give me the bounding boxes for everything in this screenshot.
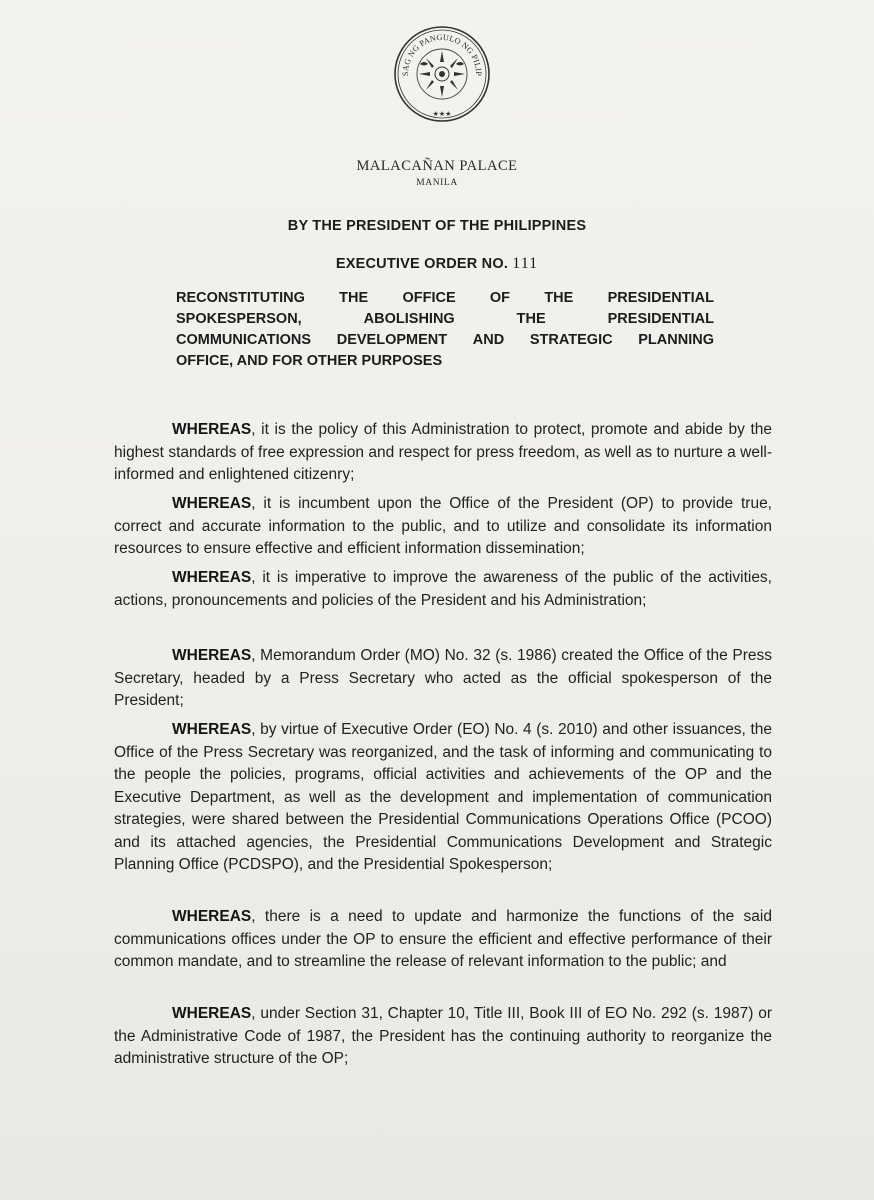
presidential-seal	[392, 22, 492, 132]
whereas-lead: WHEREAS	[172, 421, 252, 438]
svg-text:★★★: ★★★	[432, 110, 452, 118]
whereas-clause	[114, 493, 772, 561]
whereas-clause	[114, 906, 772, 974]
whereas-text: , it is the policy of this Administration to protect, promote and abide by the highest standards of free expression and respect for press freedom, as well as to nurture a well-informed and enlightened citizenry;	[114, 421, 772, 483]
whereas-clause	[114, 645, 772, 713]
svg-text:SAGISAG NG PANGULO NG PILIPINA: SAG NG PANGULO NG PILIP	[400, 32, 484, 77]
title-line	[176, 330, 714, 351]
whereas-clause	[114, 719, 772, 877]
whereas-clause	[114, 567, 772, 612]
title-line	[176, 309, 714, 330]
title-word: THE	[516, 311, 546, 327]
title-word: OF	[489, 290, 511, 306]
title-word: PLANNING	[638, 332, 714, 348]
whereas-lead: WHEREAS	[172, 721, 252, 738]
title-word: SPOKESPERSON,	[176, 311, 302, 327]
title-word: PRESIDENTIAL	[607, 311, 714, 327]
order-title	[176, 288, 714, 372]
whereas-lead: WHEREAS	[172, 908, 252, 925]
title-word: THE	[339, 290, 369, 306]
whereas-lead: WHEREAS	[172, 1005, 252, 1022]
order-number: 111	[512, 255, 539, 272]
palace-city: MANILA	[416, 178, 458, 188]
title-word: RECONSTITUTING	[176, 290, 305, 306]
title-line	[176, 351, 714, 372]
seal-emblem-icon	[392, 22, 492, 132]
whereas-text: , by virtue of Executive Order (EO) No. 4 (s. 2010) and other issuances, the Office of the Press Secretary was reorganized, and the task of informing and communicating to the people the policies, programs, official activities and achievements of the OP and the Executive Department, as well as the development and implementation of communication strategies, were shared between the Presidential Communications Operations Office (PCOO) and its attached agencies, the Presidential Communications Development and Strategic Planning Office (PCDSPO), and the Presidential Spokesperson;	[114, 721, 772, 873]
whereas-clause	[114, 419, 772, 487]
title-line	[176, 288, 714, 309]
title-word: OFFICE, AND FOR OTHER PURPOSES	[176, 353, 443, 369]
title-word: PRESIDENTIAL	[607, 290, 714, 306]
whereas-text: , under Section 31, Chapter 10, Title III, Book III of EO No. 292 (s. 1987) or the Administrative Code of 1987, the President has the continuing authority to reorganize the administrative structure of the OP;	[114, 1005, 772, 1067]
title-word: THE	[544, 290, 574, 306]
executive-order-heading	[0, 255, 874, 273]
whereas-text: , it is incumbent upon the Office of the President (OP) to provide true, correct and accurate information to the public, and to utilize and consolidate its information resources to ensure effective and efficient information dissemination;	[114, 495, 772, 557]
by-the-president-heading: BY THE PRESIDENT OF THE PHILIPPINES	[287, 218, 587, 234]
title-word: ABOLISHING	[363, 311, 455, 327]
title-word: DEVELOPMENT	[336, 332, 448, 348]
whereas-lead: WHEREAS	[172, 569, 252, 586]
whereas-lead: WHEREAS	[172, 647, 252, 664]
whereas-text: , there is a need to update and harmonize the functions of the said communications offices under the OP to ensure the efficient and effective performance of their common mandate, and to streamline the release of relevant information to the public; and	[114, 908, 772, 970]
whereas-text: , it is imperative to improve the awareness of the public of the activities, actions, pronouncements and policies of the President and his Administration;	[114, 569, 772, 609]
palace-name: MALACAÑAN PALACE	[356, 158, 518, 174]
whereas-text: , Memorandum Order (MO) No. 32 (s. 1986) created the Office of the Press Secretary, headed by a Press Secretary who acted as the official spokesperson of the President;	[114, 647, 772, 709]
title-word: COMMUNICATIONS	[176, 332, 312, 348]
title-word: OFFICE	[402, 290, 456, 306]
title-word: AND	[472, 332, 505, 348]
whereas-clause	[114, 1003, 772, 1071]
title-word: STRATEGIC	[529, 332, 613, 348]
whereas-lead: WHEREAS	[172, 495, 252, 512]
order-label: EXECUTIVE ORDER NO.	[335, 256, 509, 272]
